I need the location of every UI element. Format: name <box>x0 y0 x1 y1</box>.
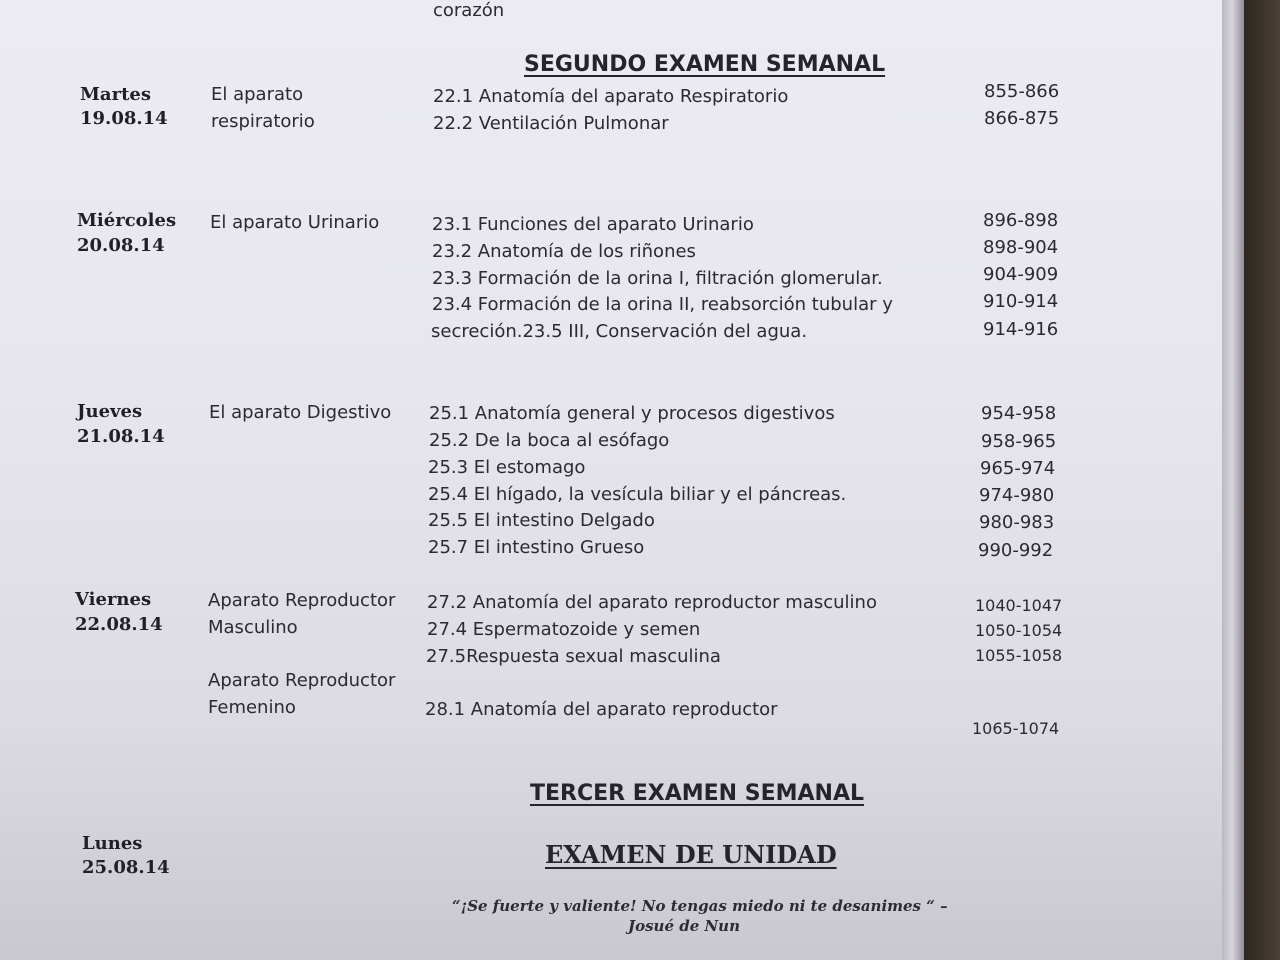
background-shadow <box>1244 0 1280 960</box>
page-range: 866-875 <box>984 108 1060 129</box>
day-martes: Martes <box>80 84 151 105</box>
page-range: 896-898 <box>983 210 1059 231</box>
page-range: 958-965 <box>981 431 1057 452</box>
list-item: 28.1 Anatomía del aparato reproductor <box>425 699 778 720</box>
topic-jueves: El aparato Digestivo <box>209 402 392 423</box>
list-item: 23.4 Formación de la orina II, reabsorción tubular y <box>432 294 893 315</box>
list-item: 27.4 Espermatozoide y semen <box>427 619 701 640</box>
topic-martes-line2: respiratorio <box>211 111 315 132</box>
page-range: 914-916 <box>983 319 1059 340</box>
list-item: 27.5Respuesta sexual masculina <box>426 646 721 667</box>
topic-viernes-masc-line1: Aparato Reproductor <box>208 590 396 611</box>
page-range: 965-974 <box>980 458 1056 479</box>
page-range: 980-983 <box>979 512 1055 533</box>
page-range: 904-909 <box>983 264 1059 285</box>
page-range: 954-958 <box>981 403 1057 424</box>
page-range: 910-914 <box>983 291 1059 312</box>
list-item: 22.1 Anatomía del aparato Respiratorio <box>433 86 789 107</box>
top-fragment: corazón <box>433 0 505 21</box>
heading-tercer-examen: TERCER EXAMEN SEMANAL <box>530 781 865 806</box>
page-range: 1055-1058 <box>975 646 1063 665</box>
page-range: 1040-1047 <box>975 596 1063 615</box>
heading-examen-unidad: EXAMEN DE UNIDAD <box>545 840 837 869</box>
list-item: 22.2 Ventilación Pulmonar <box>433 113 669 134</box>
topic-viernes-fem-line1: Aparato Reproductor <box>208 670 396 691</box>
list-item: 25.4 El hígado, la vesícula biliar y el páncreas. <box>428 484 847 505</box>
list-item: 25.7 El intestino Grueso <box>428 537 645 558</box>
page-range: 974-980 <box>979 485 1055 506</box>
day-jueves: Jueves <box>77 401 143 422</box>
page-range: 855-866 <box>984 81 1060 102</box>
date-miercoles: 20.08.14 <box>77 235 165 256</box>
topic-viernes-fem-line2: Femenino <box>208 697 296 718</box>
date-viernes: 22.08.14 <box>75 614 163 635</box>
list-item: 25.2 De la boca al esófago <box>429 430 670 451</box>
day-viernes: Viernes <box>75 589 152 610</box>
list-item: 27.2 Anatomía del aparato reproductor masculino <box>427 592 877 613</box>
day-lunes: Lunes <box>82 833 143 854</box>
date-martes: 19.08.14 <box>80 108 168 129</box>
heading-segundo-examen: SEGUNDO EXAMEN SEMANAL <box>524 52 886 77</box>
quote-line2: Josué de Nun <box>628 917 740 935</box>
list-item: secreción.23.5 III, Conservación del agua. <box>431 321 808 342</box>
list-item: 23.3 Formación de la orina I, filtración glomerular. <box>432 268 883 289</box>
list-item: 25.3 El estomago <box>428 457 586 478</box>
page-range: 1050-1054 <box>975 621 1063 640</box>
page-range: 898-904 <box>983 237 1059 258</box>
date-lunes: 25.08.14 <box>82 857 170 878</box>
paper-edge <box>1222 0 1244 960</box>
page-range: 1065-1074 <box>972 719 1060 738</box>
topic-viernes-masc-line2: Masculino <box>208 617 298 638</box>
topic-martes-line1: El aparato <box>211 84 304 105</box>
list-item: 25.1 Anatomía general y procesos digestivos <box>429 403 835 424</box>
date-jueves: 21.08.14 <box>77 426 165 447</box>
day-miercoles: Miércoles <box>77 210 177 231</box>
list-item: 23.2 Anatomía de los riñones <box>432 241 696 262</box>
page-range: 990-992 <box>978 540 1054 561</box>
list-item: 23.1 Funciones del aparato Urinario <box>432 214 754 235</box>
list-item: 25.5 El intestino Delgado <box>428 510 655 531</box>
topic-miercoles: El aparato Urinario <box>210 212 380 233</box>
quote-line1: “¡Se fuerte y valiente! No tengas miedo ni te desanimes “ – <box>452 897 948 915</box>
